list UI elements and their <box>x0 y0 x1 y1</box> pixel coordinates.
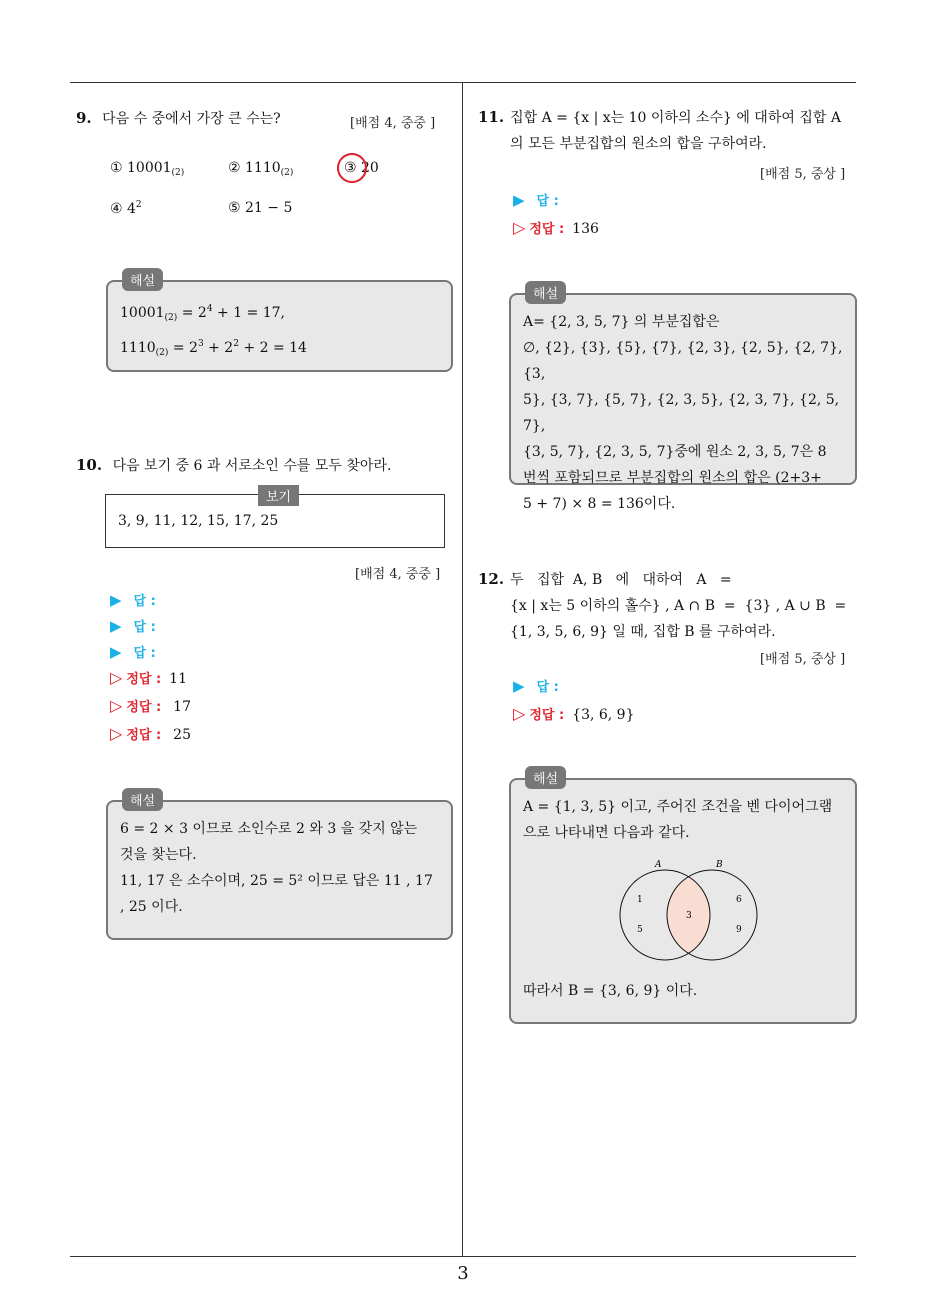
venn-only-b-1: 6 <box>736 895 742 905</box>
q10-question <box>76 455 456 475</box>
play-icon: ▶ <box>110 617 122 635</box>
venn-label-a: A <box>655 860 662 870</box>
q10-bogi-content: 3, 9, 11, 12, 15, 17, 25 <box>118 513 279 529</box>
q11-haeseol-line-3: 5}, {3, 7}, {5, 7}, {2, 3, 5}, {2, 3, 7}, {2, 5, 7}, <box>523 392 840 434</box>
outline-play-icon: ▷ <box>110 668 123 687</box>
q11-line-2: 의 모든 부분집합의 원소의 합을 구하여라. <box>510 136 767 152</box>
q11-answer-row[interactable]: ▶ 답 : <box>513 191 559 209</box>
q10-haeseol-box <box>106 794 453 940</box>
q10-haeseol-tag: 해설 <box>122 788 163 811</box>
q9-choice-2[interactable]: ② $1110_{(2)}$ <box>228 160 294 178</box>
q11-haeseol-line-1: A= {2, 3, 5, 7} 의 부분집합은 <box>523 314 720 330</box>
column-divider <box>462 82 463 1257</box>
q12-number: 12. <box>478 570 505 588</box>
q12-haeseol-line-1: A = {1, 3, 5} 이고, 주어진 조건을 벤 다이어그램 <box>523 799 833 815</box>
q10-answer-row-1[interactable]: ▶ 답 : <box>110 591 156 609</box>
q11-correct-row: ▷ 정답 : 136 <box>513 218 599 237</box>
selected-circle-icon <box>337 153 367 183</box>
q10-haeseol-line-3: 11, 17 은 소수이며, 25 = 5² 이므로 답은 11 , 17 <box>120 873 433 889</box>
q12-answer-row[interactable]: ▶ 답 : <box>513 677 559 695</box>
q12-correct-row: ▷ 정답 : {3, 6, 9} <box>513 704 635 723</box>
q11-text-1: 집합 A = {x | x는 10 이하의 소수} 에 대하여 집합 A <box>510 110 841 126</box>
q9-choice-3-text: ③ 20 <box>344 160 379 176</box>
q11-haeseol-line-6: 5 + 7) × 8 = 136이다. <box>523 496 676 512</box>
q12-haeseol-line-2: 으로 나타내면 다음과 같다. <box>523 825 690 841</box>
q10-number: 10. <box>76 456 103 474</box>
q9-choice-4[interactable]: ④ $4^2$ <box>110 200 142 217</box>
q9-haeseol-line-1: $10001_{(2)} = 2^4 + 1 = 17$, <box>120 304 286 323</box>
q10-correct-row-1: ▷ 정답 : 11 <box>110 668 187 687</box>
q9-haeseol-line-2: $1110_{(2)} = 2^3 + 2^2 + 2 = 14$ <box>120 339 307 358</box>
q9-score: [배점 4, 중중 ] <box>350 116 436 131</box>
q9-haeseol-tag: 해설 <box>122 268 163 291</box>
outline-play-icon: ▷ <box>513 218 526 237</box>
q10-bogi-tag: 보기 <box>258 485 299 506</box>
outline-play-icon: ▷ <box>513 704 526 723</box>
outline-play-icon: ▷ <box>110 696 123 715</box>
q10-correct-row-3: ▷ 정답 : 25 <box>110 724 191 743</box>
q9-number: 9. <box>76 109 92 127</box>
q11-number: 11. <box>478 108 505 126</box>
q9-choice-3[interactable] <box>344 160 379 176</box>
q11-haeseol-box <box>509 287 857 512</box>
top-rule <box>70 82 856 83</box>
bottom-rule <box>70 1256 856 1257</box>
q11-haeseol-line-2: ∅, {2}, {3}, {5}, {7}, {2, 3}, {2, 5}, {2, 7}, {3, <box>523 340 843 382</box>
q10-haeseol-line-2: 것을 찾는다. <box>120 847 197 863</box>
page-number: 3 <box>457 1263 469 1284</box>
q12-question <box>478 566 860 645</box>
q10-bogi-box <box>105 490 445 548</box>
q11-score: [배점 5, 중상 ] <box>760 167 846 182</box>
q10-answer-row-3[interactable]: ▶ 답 : <box>110 643 156 661</box>
q12-line-1 <box>478 566 860 593</box>
q11-question <box>478 104 858 157</box>
outline-play-icon: ▷ <box>110 724 123 743</box>
q10-answer-row-2[interactable]: ▶ 답 : <box>110 617 156 635</box>
q9-choice-5[interactable]: ⑤ 21 − 5 <box>228 200 293 216</box>
q9-haeseol-box <box>106 274 453 372</box>
venn-only-b-2: 9 <box>736 925 742 935</box>
q10-correct-row-2: ▷ 정답 : 17 <box>110 696 191 715</box>
play-icon: ▶ <box>110 591 122 609</box>
venn-only-a-2: 5 <box>637 925 643 935</box>
q12-score: [배점 5, 중상 ] <box>760 652 846 667</box>
play-icon: ▶ <box>513 677 525 695</box>
q11-haeseol-line-4: {3, 5, 7}, {2, 3, 5, 7}중에 원소 2, 3, 5, 7은 8 <box>523 444 827 460</box>
q12-haeseol-tag: 해설 <box>525 766 566 789</box>
venn-label-b: B <box>716 860 723 870</box>
q10-haeseol-line-1: 6 = 2 × 3 이므로 소인수로 2 와 3 을 갖지 않는 <box>120 821 418 837</box>
q10-haeseol-line-4: , 25 이다. <box>120 899 183 915</box>
q12-line-3: {1, 3, 5, 6, 9} 일 때, 집합 B 를 구하여라. <box>510 624 776 640</box>
venn-diagram <box>609 858 769 968</box>
q10-score: [배점 4, 중중 ] <box>355 567 441 582</box>
q12-text-1: 두 집합 A, B 에 대하여 A = <box>510 572 732 588</box>
q12-haeseol-box <box>509 772 857 1024</box>
q11-haeseol-line-5: 번씩 포함되므로 부분집합의 원소의 합은 (2+3+ <box>523 470 822 486</box>
q11-line-1 <box>478 104 858 131</box>
play-icon: ▶ <box>513 191 525 209</box>
play-icon: ▶ <box>110 643 122 661</box>
q11-haeseol-tag: 해설 <box>525 281 566 304</box>
q10-text: 다음 보기 중 6 과 서로소인 수를 모두 찾아라. <box>112 458 392 474</box>
q12-line-2: {x | x는 5 이하의 홀수} , A ∩ B = {3} , A ∪ B = <box>510 598 847 614</box>
q9-text: 다음 수 중에서 가장 큰 수는? <box>102 111 281 127</box>
q9-choice-1[interactable]: ① $10001_{(2)}$ <box>110 160 185 178</box>
q12-conclusion: 따라서 B = {3, 6, 9} 이다. <box>523 983 698 999</box>
venn-both-1: 3 <box>686 911 692 921</box>
venn-only-a-1: 1 <box>637 895 643 905</box>
